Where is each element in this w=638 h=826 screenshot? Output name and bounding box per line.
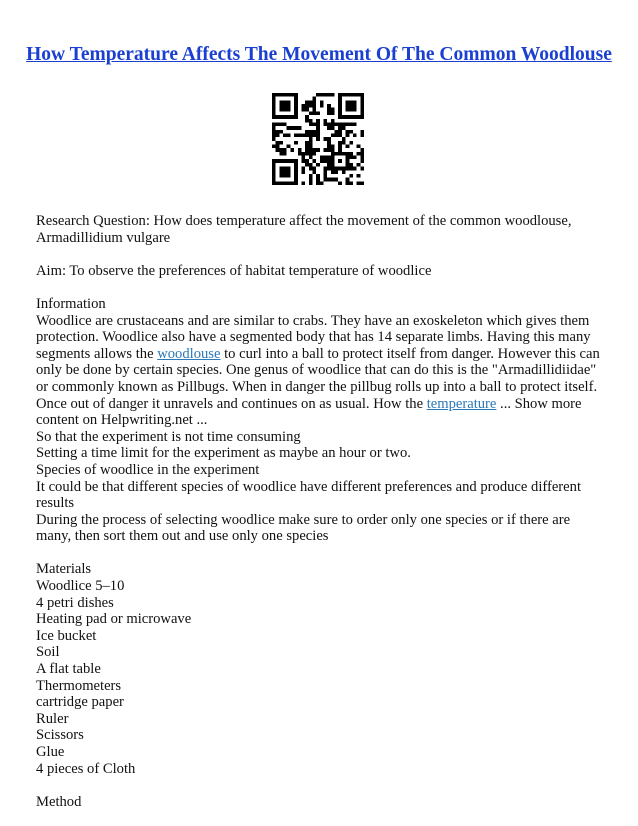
body-line: During the process of selecting woodlice make sure to order only one species or if there are many, then sort them out and use only one species <box>36 511 571 545</box>
woodlouse-link[interactable]: woodlouse <box>157 345 221 362</box>
aim: Aim: To observe the preferences of habitat temperature of woodlice <box>36 262 432 279</box>
document-body <box>36 213 606 810</box>
materials-item: Scissors <box>36 727 84 744</box>
body-line: So that the experiment is not time consuming <box>36 428 301 445</box>
body-line: Setting a time limit for the experiment as maybe an hour or two. <box>36 445 411 462</box>
materials-item: Soil <box>36 644 60 661</box>
temperature-link[interactable]: temperature <box>426 395 497 412</box>
information-text-2: to curl into a ball to protect itself from danger. However this can only be done by certain species. One genus of woodlice that can do this is the "Armadillidiidae" or commonly known as Pillbugs. When in danger the pillbug rolls up into a ball to protect itself. Once out of danger it unravels and continues on as usual. How the <box>36 345 600 412</box>
materials-item: Ruler <box>36 710 69 727</box>
method-heading: Method <box>36 793 82 810</box>
materials-item: 4 pieces of Cloth <box>36 760 136 777</box>
materials-heading: Materials <box>36 561 92 578</box>
body-line: It could be that different species of woodlice have different preferences and produce different results <box>36 478 581 512</box>
materials-item: cartridge paper <box>36 694 124 711</box>
materials-item: Woodlice 5–10 <box>36 578 125 595</box>
information-text-1: Woodlice are crustaceans and are similar to crabs. They have an exoskeleton which gives them protection. Woodlice also have a segmented body that has 14 separate limbs. Having this many segments allows the <box>36 312 591 362</box>
materials-item: Ice bucket <box>36 627 97 644</box>
materials-item: Glue <box>36 744 65 760</box>
information-text-3: ... Show more content on Helpwriting.net ... <box>36 395 582 429</box>
qr-code-icon <box>272 93 364 185</box>
information-heading: Information <box>36 295 106 312</box>
research-question: Research Question: How does temperature affect the movement of the common woodlouse, Armadillidium vulgare <box>36 213 572 246</box>
document-title <box>0 42 638 68</box>
materials-item: Thermometers <box>36 677 122 694</box>
materials-item: Heating pad or microwave <box>36 611 192 628</box>
title-link[interactable]: How Temperature Affects The Movement Of The Common Woodlouse <box>26 44 612 65</box>
information-paragraph <box>36 313 606 429</box>
materials-item: A flat table <box>36 661 101 678</box>
body-line: Species of woodlice in the experiment <box>36 461 260 478</box>
materials-item: 4 petri dishes <box>36 594 114 611</box>
